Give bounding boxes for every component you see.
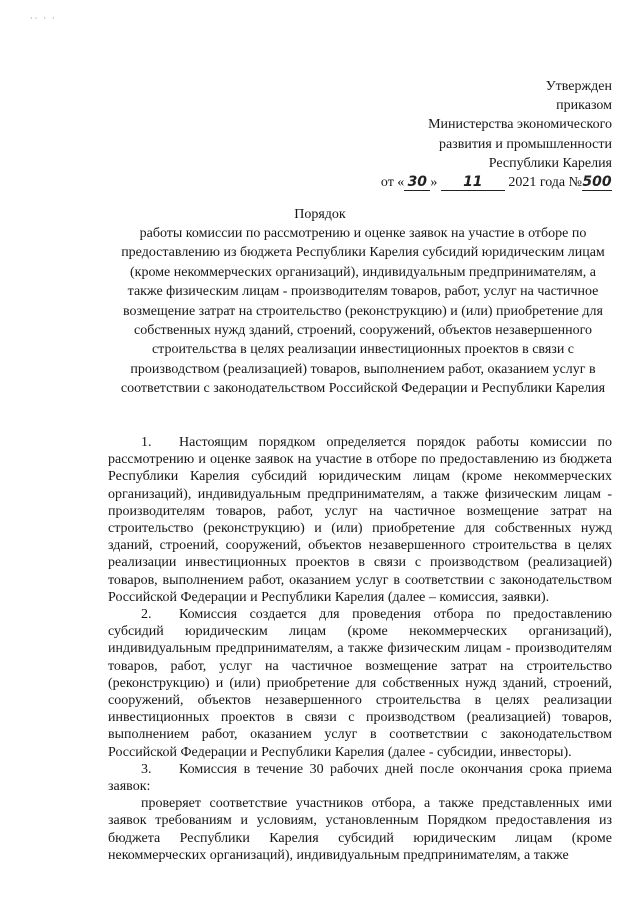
date-prefix: от « (380, 175, 405, 191)
paragraph (108, 795, 612, 864)
paragraph-number: 1. (141, 435, 152, 450)
date-month-field (441, 175, 505, 191)
paragraph (108, 606, 612, 761)
paragraph (108, 434, 612, 606)
date-day-handwritten: 30 (407, 174, 428, 191)
paragraph-number: 3. (141, 761, 152, 777)
approval-date-line (381, 173, 612, 192)
paragraph-text: проверяет соответствие участников отбора, а также представленных ими заявок требованиям и условиям, установленным Порядком предоставления из бюджета Республики Карелия субсидий юридическим лицам (кроме некоммерческих организаций), индивидуальным предпринимателям, а также (108, 796, 612, 863)
paragraph-text: Комиссия создается для проведения отбора по предоставлению субсидий юридическим лицам (кроме некоммерческих организаций), индивидуальным предпринимателям, а также физическим лицам - производителям товаров, работ, услуг на частичное возмещение затрат на строительство (реконструкцию) и (или) приобретение для собственных нужд зданий, строений, сооружений, объектов незавершенного строительства в целях реализации инвестиционных проектов в связи с производством (реализацией) товаров, выполнением работ, оказанием услуг в соответствии с законодательством Российской Федерации и Республики Карелия (далее - субсидии, инвесторы). (108, 607, 612, 760)
paragraph (108, 761, 612, 795)
paragraph-text: Настоящим порядком определяется порядок работы комиссии по рассмотрению и оценке заявок на участие в отборе по предоставлению из бюджета Республики Карелия субсидий юридическим лицам (кроме некоммерческих организаций), индивидуальным предпринимателям, а также физическим лицам - производителям товаров, работ, услуг на частичное возмещение затрат на строительство (реконструкцию) и (или) приобретение для собственных нужд зданий, строений, сооружений, объектов незавершенного строительства в целях реализации инвестиционных проектов в связи с производством (реализацией) товаров, выполнением работ, оказанием услуг в соответствии с законодательством Российской Федерации и Республики Карелия (далее – комиссия, заявки). (108, 435, 612, 605)
approval-line: развития и промышленности (438, 136, 612, 152)
date-month-handwritten: 11 (463, 174, 483, 191)
document-body (108, 434, 612, 864)
scan-corner-marks: ·· · · (30, 14, 57, 23)
approval-line: Министерства экономического (428, 117, 612, 133)
paragraph-number: 2. (141, 607, 152, 623)
approval-line: Республики Карелия (488, 155, 612, 171)
document-title: Порядок (294, 207, 346, 222)
date-mid: » (430, 175, 438, 191)
date-day-field (404, 175, 430, 191)
paragraph-text: Комиссия в течение 30 рабочих дней после окончания срока приема заявок: (108, 761, 612, 795)
document-subtitle: работы комиссии по рассмотрению и оценке заявок на участие в отборе по предоставлению из бюджета Республики Карелия субсидий юридическим лицам (кроме некоммерческих организаций), индивидуальным предпринимателям, а также физическим лицам - производителям товаров, работ, услуг на частичное возмещение затрат на строительство (реконструкцию) и (или) приобретение для собственных нужд зданий, строений, сооружений, объектов незавершенного строительства в целях реализации инвестиционных проектов в связи с производством (реализацией) товаров, выполнением работ, оказанием услуг в соответствии с законодательством Российской Федерации и Республики Карелия (120, 226, 606, 397)
approval-line: Утвержден (545, 79, 612, 94)
approval-block (381, 77, 612, 192)
order-number-field (582, 175, 612, 191)
date-year-text: 2021 года № (508, 175, 582, 191)
order-number-handwritten: 500 (582, 174, 612, 191)
approval-line: приказом (556, 98, 612, 114)
